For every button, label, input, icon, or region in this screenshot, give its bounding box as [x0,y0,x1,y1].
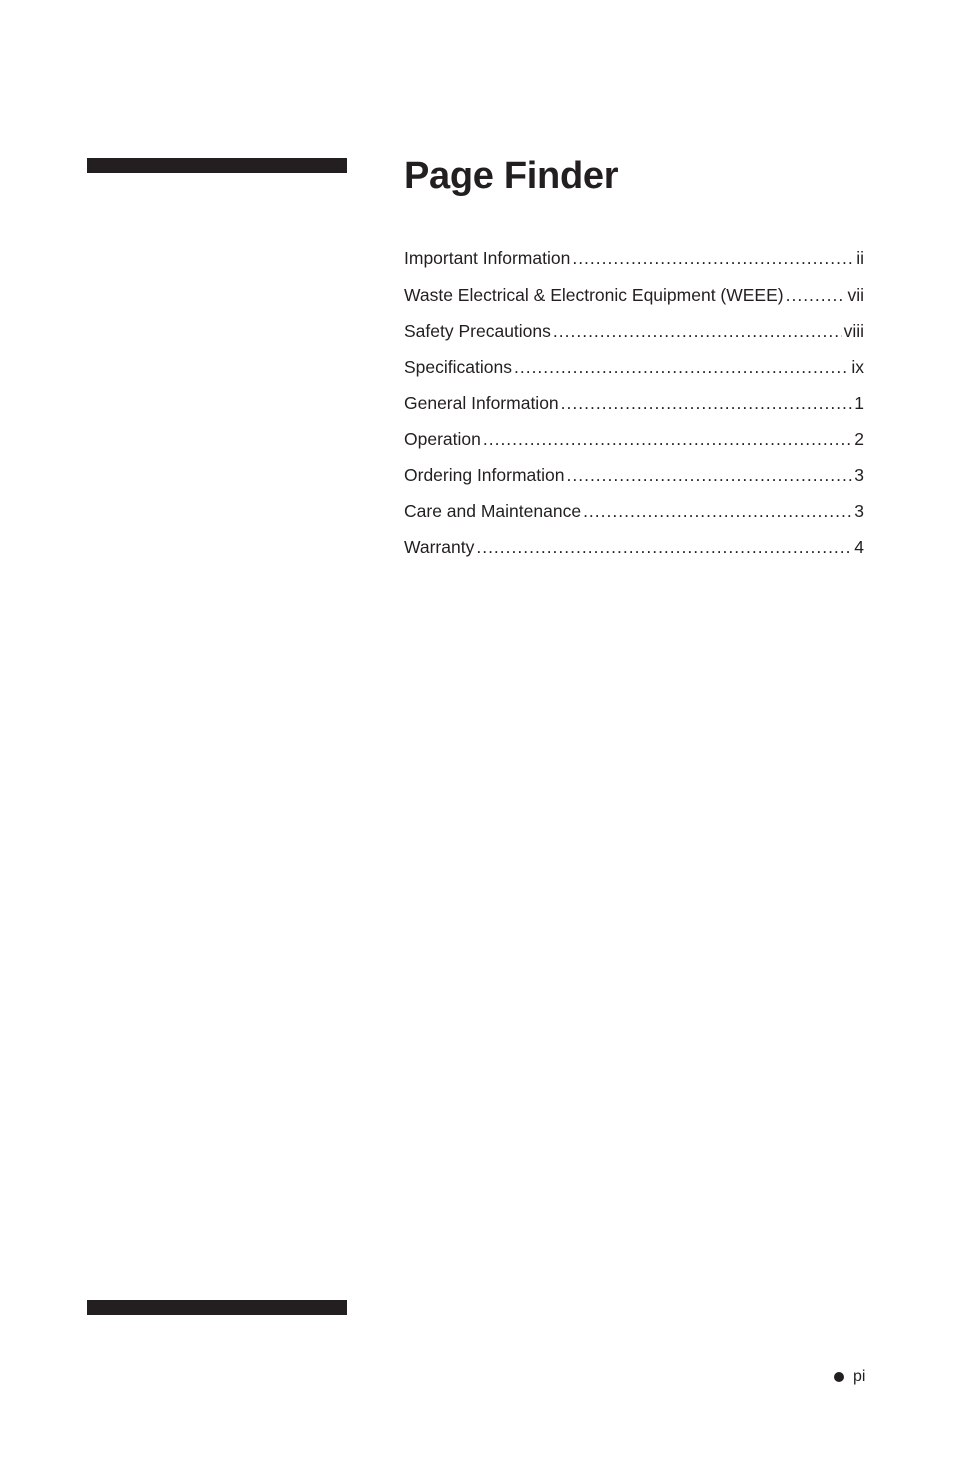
bullet-icon [834,1372,844,1382]
toc-entry-label: Waste Electrical & Electronic Equipment (WEEE) [404,285,784,305]
toc-entry-label: General Information [404,393,559,413]
toc-entry-general-information[interactable] [404,389,864,425]
toc-entry-operation[interactable] [404,425,864,461]
toc-leader-dots [561,389,853,417]
toc-entry-label: Operation [404,429,481,449]
toc-entry-label: Warranty [404,537,475,557]
toc-entry-page: 2 [854,429,864,449]
toc-entry-page: vii [847,285,864,305]
toc-leader-dots [483,425,852,453]
toc-entry-label: Safety Precautions [404,321,551,341]
toc-leader-dots [583,497,852,525]
toc-entry-label: Care and Maintenance [404,501,582,521]
toc-entry-warranty[interactable] [404,533,864,569]
toc-entry-specifications[interactable] [404,353,864,389]
table-of-contents [404,244,864,569]
bottom-rule-bar [87,1300,347,1315]
toc-leader-dots [572,244,854,272]
toc-leader-dots [567,461,853,489]
toc-entry-weee[interactable] [404,281,864,317]
toc-entry-important-information[interactable] [404,244,864,281]
toc-entry-page: viii [843,321,864,341]
toc-leader-dots [476,533,852,561]
toc-entry-ordering-information[interactable] [404,461,864,497]
toc-leader-dots [553,317,842,345]
toc-entry-page: 3 [854,501,864,521]
toc-entry-page: 1 [854,393,864,413]
toc-entry-safety-precautions[interactable] [404,317,864,353]
toc-entry-label: Important Information [404,248,571,268]
toc-entry-page: ix [851,357,864,377]
page-folio [834,1366,865,1388]
toc-entry-care-and-maintenance[interactable] [404,497,864,533]
toc-leader-dots [514,353,849,381]
toc-entry-label: Ordering Information [404,465,565,485]
top-rule-bar [87,158,347,173]
page-title: Page Finder [404,155,619,197]
toc-entry-page: 3 [854,465,864,485]
toc-entry-page: 4 [854,537,864,557]
page-number: pi [853,1368,866,1385]
toc-leader-dots [786,281,846,309]
toc-entry-label: Specifications [404,357,512,377]
toc-entry-page: ii [856,248,864,268]
